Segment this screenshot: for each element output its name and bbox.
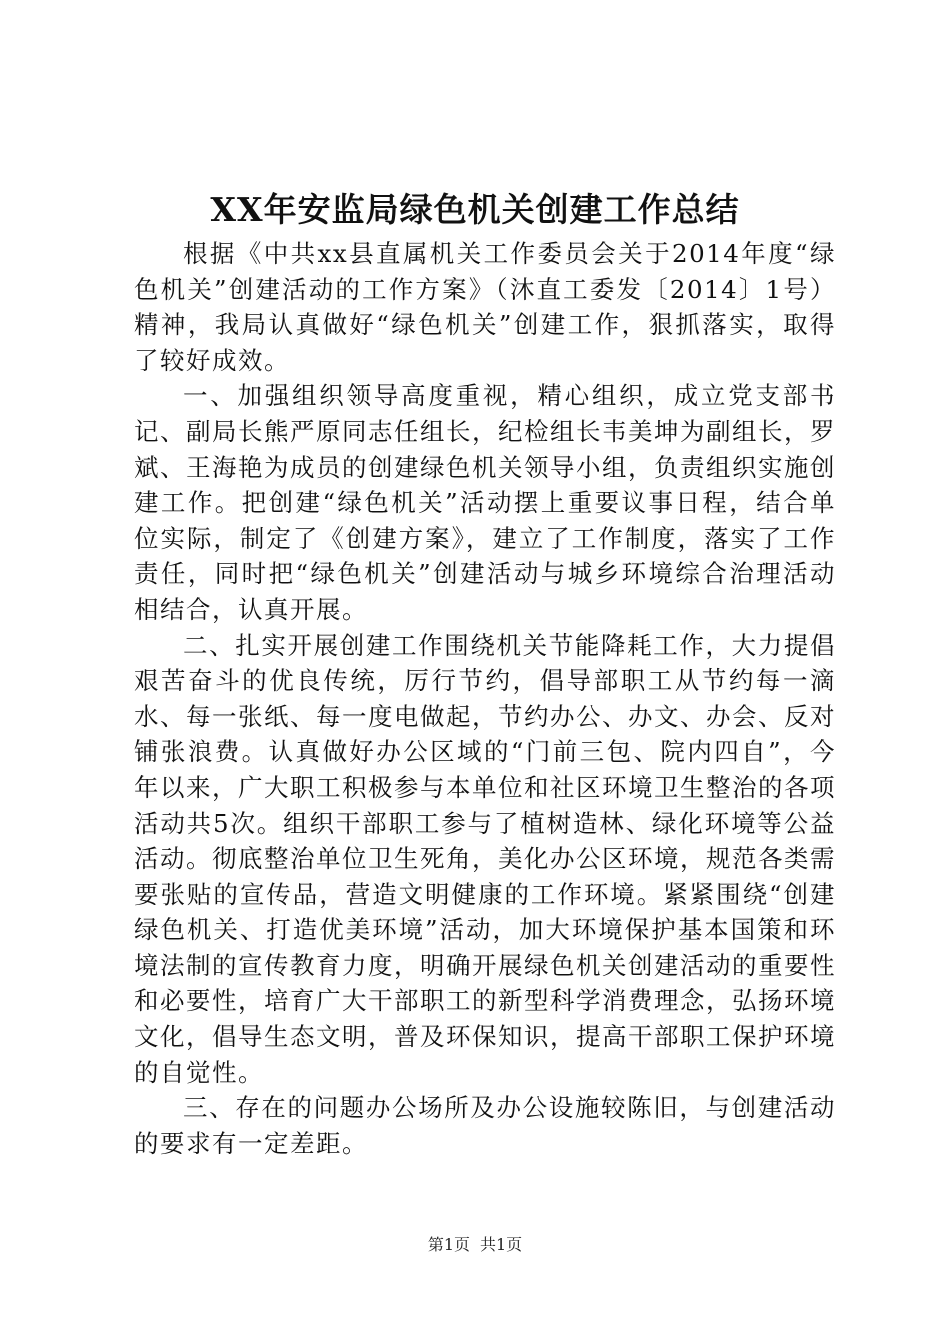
page-number: 第1页 [427,1235,470,1254]
paragraph-section-1: 一、加强组织领导高度重视，精心组织，成立党支部书记、副局长熊严原同志任组长，纪检组长韦美坤为副组长，罗斌、王海艳为成员的创建绿色机关领导小组，负责组织实施创建工作。把创建“绿色机关”活动摆上重要议事日程，结合单位实际，制定了《创建方案》，建立了工作制度，落实了工作责任，同时把“绿色机关”创建活动与城乡环境综合治理活动相结合，认真开展。 [134,381,836,624]
paragraph-section-2: 二、扎实开展创建工作围绕机关节能降耗工作，大力提倡艰苦奋斗的优良传统，厉行节约，倡导部职工从节约每一滴水、每一张纸、每一度电做起，节约办公、办文、办会、反对铺张浪费。认真做好办公区域的“门前三包、院内四自”，今年以来，广大职工积极参与本单位和社区环境卫生整治的各项活动共5次。组织干部职工参与了植树造林、绿化环境等公益活动。彻底整治单位卫生死角，美化办公区环境，规范各类需要张贴的宣传品，营造文明健康的工作环境。紧紧围绕“创建绿色机关、打造优美环境”活动，加大环境保护基本国策和环境法制的宣传教育力度，明确开展绿色机关创建活动的重要性和必要性，培育广大干部职工的新型科学消费理念，弘扬环境文化，倡导生态文明，普及环保知识，提高干部职工保护环境的自觉性。 [134,630,836,1087]
document-body [134,236,836,1161]
page-total: 共1页 [480,1235,523,1254]
document-title: XX年安监局绿色机关创建工作总结 [210,190,740,229]
paragraph-intro: 根据《中共xx县直属机关工作委员会关于2014年度“绿色机关”创建活动的工作方案》（沐直工委发〔2014〕1号）精神，我局认真做好“绿色机关”创建工作，狠抓落实，取得了较好成效。 [134,239,836,375]
paragraph-section-3: 三、存在的问题办公场所及办公设施较陈旧，与创建活动的要求有一定差距。 [134,1093,836,1158]
page-footer [0,1234,950,1256]
